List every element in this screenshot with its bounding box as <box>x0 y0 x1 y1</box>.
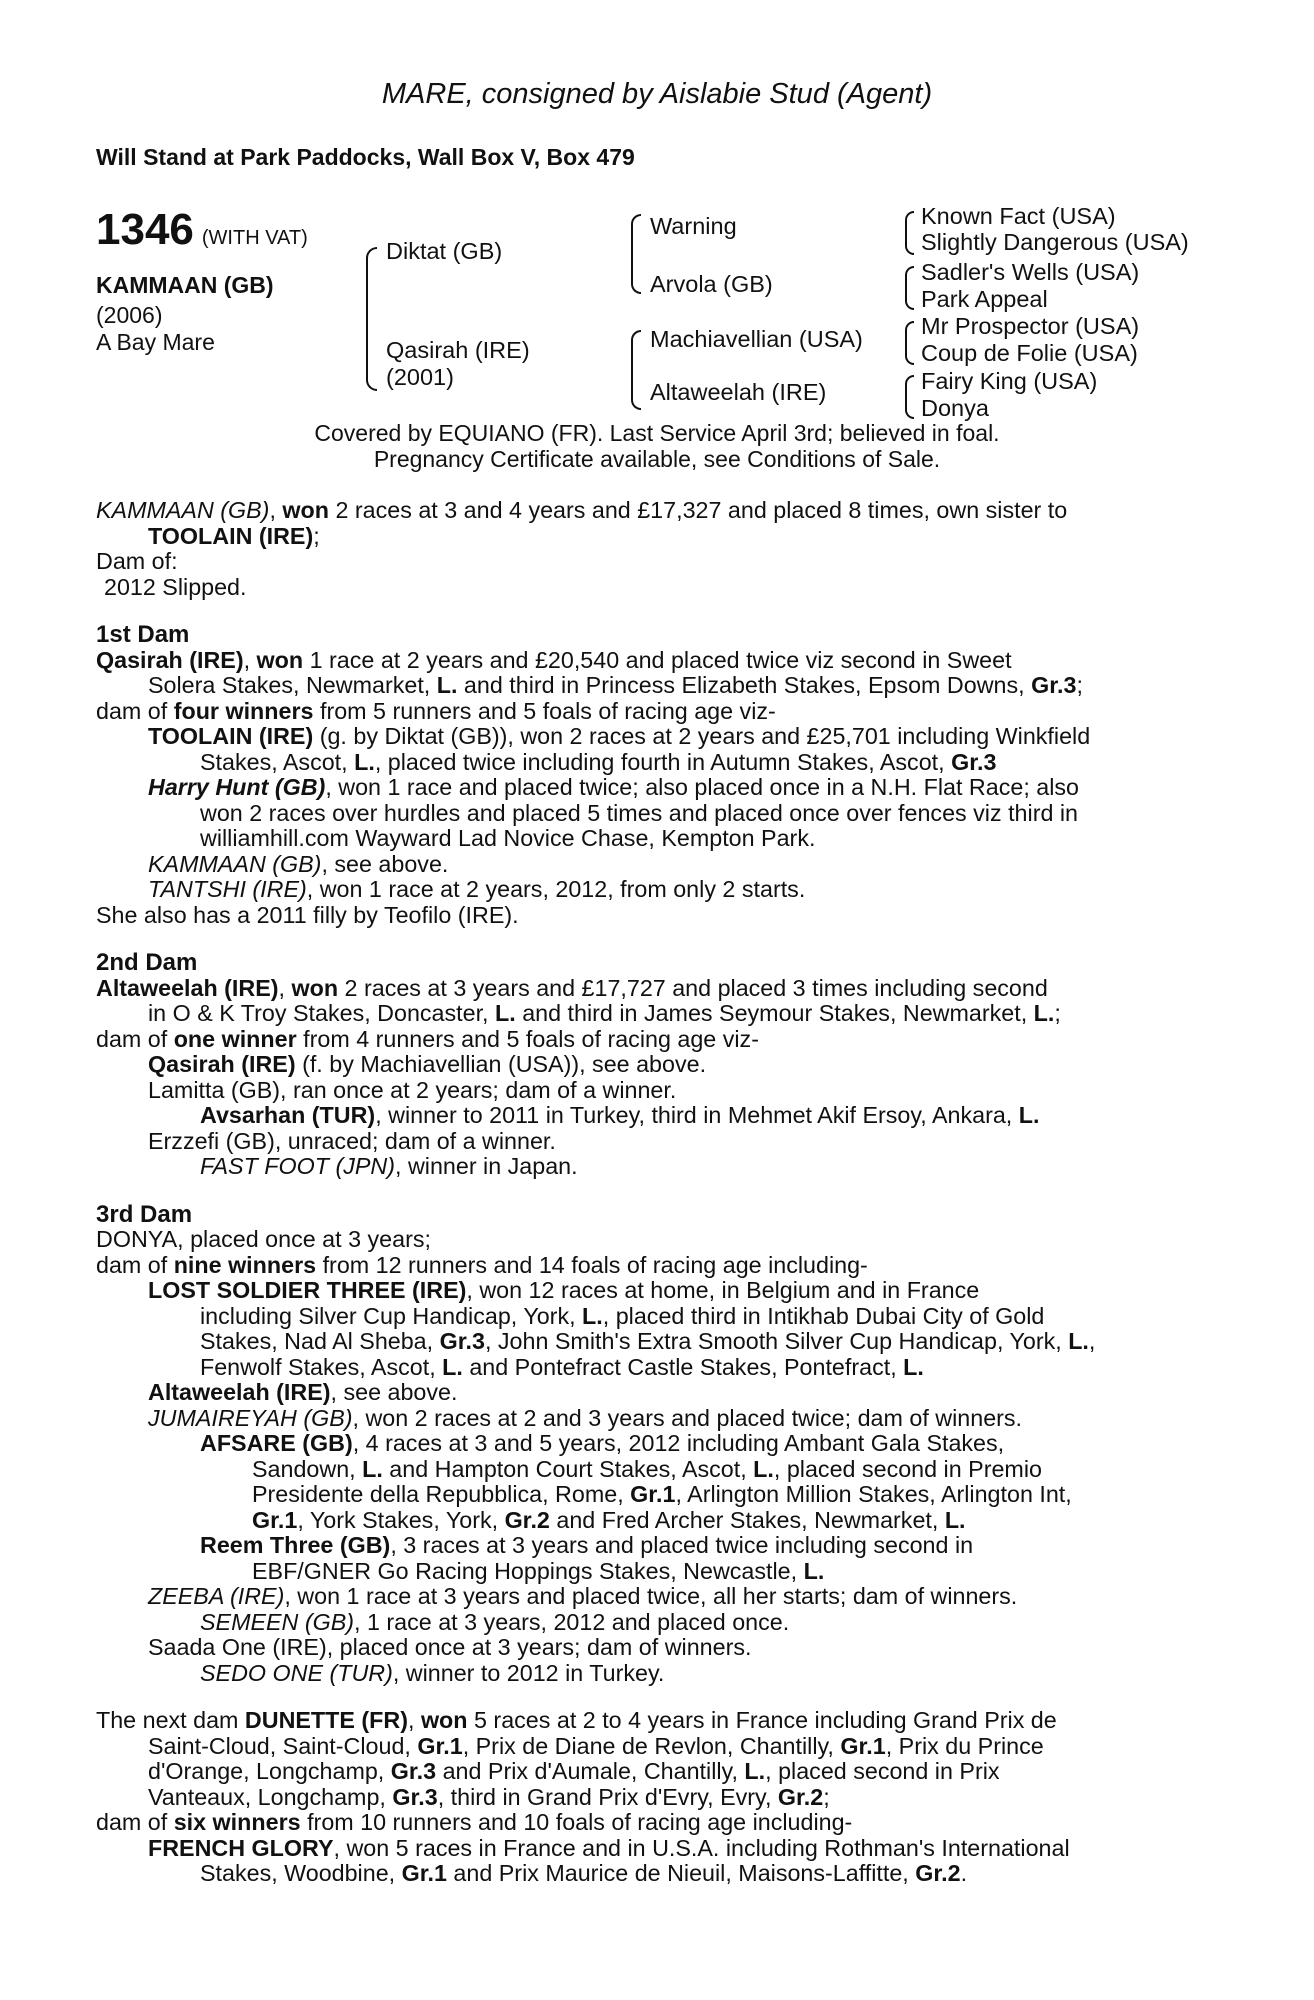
covered-line: Covered by EQUIANO (FR). Last Service April 3rd; believed in foal. <box>314 420 1000 446</box>
horse-year: (2006) <box>96 302 163 328</box>
produce-afsare: AFSARE (GB), 4 races at 3 and 5 years, 2012 including Ambant Gala Stakes, Sandown, L. and Hampton Court Stakes, Ascot, L., placed second in Premio Presidente della Repubblica, Rome, Gr.1, Arlington Million Stakes, Arlington Int, Gr.1, York Stakes, York, Gr.2 and Fred Archer Stakes, Newmarket, L. <box>200 1430 1072 1533</box>
first-dam-note: She also has a 2011 filly by Teofilo (IRE). <box>96 901 519 928</box>
produce-fast-foot: FAST FOOT (JPN), winner in Japan. <box>200 1153 578 1179</box>
second-dam-heading: 2nd Dam <box>96 949 198 976</box>
pedigree-dam-sire: Machiavellian (USA) <box>650 326 863 352</box>
third-dam-heading: 3rd Dam <box>96 1200 193 1228</box>
produce-saada-one: Saada One (IRE), placed once at 3 years; dam of winners. <box>148 1634 752 1660</box>
vat-label: (WITH VAT) <box>201 227 308 249</box>
stand-location: Will Stand at Park Paddocks, Wall Box V, Box 479 <box>96 144 635 170</box>
produce-reem-three: Reem Three (GB), 3 races at 3 years and placed twice including second in EBF/GNER Go Racing Hoppings Stakes, Newcastle, L. <box>200 1532 974 1584</box>
first-dam-produce-summary: dam of four winners from 5 runners and 5 foals of racing age viz- <box>96 697 776 724</box>
produce-kammaan: KAMMAAN (GB), see above. <box>148 850 449 877</box>
pedigree-brace <box>631 214 641 294</box>
second-dam-produce-summary: dam of one winner from 4 runners and 5 foals of racing age viz- <box>96 1025 759 1052</box>
next-dam-produce-summary: dam of six winners from 10 runners and 10 foals of racing age including- <box>96 1809 853 1835</box>
third-dam-produce-summary: dam of nine winners from 12 runners and 14 foals of racing age including- <box>96 1251 868 1278</box>
produce-toolain: TOOLAIN (IRE) (g. by Diktat (GB)), won 2 races at 2 years and £25,701 including Winkfield Stakes, Ascot, L., placed twice including fourth in Autumn Stakes, Ascot, Gr.3 <box>148 723 1091 775</box>
pedigree-ggp: Mr Prospector (USA) <box>921 313 1140 339</box>
pedigree-brace <box>366 247 377 391</box>
pedigree-sire: Diktat (GB) <box>386 238 503 264</box>
dam-of-label: Dam of: <box>96 548 178 574</box>
produce-french-glory: FRENCH GLORY, won 5 races in France and in U.S.A. including Rothman's International Stakes, Woodbine, Gr.1 and Prix Maurice de Nieuil, Maisons-Laffitte, Gr.2. <box>148 1834 1070 1886</box>
lot-number: 1346 <box>96 205 194 254</box>
produce-qasirah: Qasirah (IRE) (f. by Machiavellian (USA)), see above. <box>148 1051 707 1077</box>
next-dam-record: The next dam DUNETTE (FR), won 5 races at 2 to 4 years in France including Grand Prix de Saint-Cloud, Saint-Cloud, Gr.1, Prix de Diane de Revlon, Chantilly, Gr.1, Prix du Prince d'Orange, Longchamp, Gr.3 and Prix d'Aumale, Chantilly, L., placed second in Prix Vanteaux, Longchamp, Gr.3, third in Grand Prix d'Evry, Evry, Gr.2; <box>96 1707 1057 1810</box>
pedigree-ggp: Donya <box>921 395 989 421</box>
produce-zeeba: ZEEBA (IRE), won 1 race at 3 years and placed twice, all her starts; dam of winners. <box>148 1583 1018 1609</box>
lot-number-block <box>96 205 308 255</box>
catalogue-body <box>96 498 1202 1887</box>
produce-record: 2012 Slipped. <box>104 573 247 600</box>
produce-semeen: SEMEEN (GB), 1 race at 3 years, 2012 and placed once. <box>200 1608 790 1635</box>
first-dam-heading: 1st Dam <box>96 621 190 648</box>
intro-paragraph: KAMMAAN (GB), won 2 races at 3 and 4 years and £17,327 and placed 8 times, own sister to TOOLAIN (IRE); <box>96 497 1068 549</box>
pedigree-brace <box>905 321 914 365</box>
produce-lamitta: Lamitta (GB), ran once at 2 years; dam of a winner. <box>148 1076 677 1103</box>
produce-jumaireyah: JUMAIREYAH (GB), won 2 races at 2 and 3 years and placed twice; dam of winners. <box>148 1404 1023 1431</box>
pedigree-ggp: Coup de Folie (USA) <box>921 340 1138 366</box>
horse-name: KAMMAAN (GB) <box>96 272 274 298</box>
pedigree-brace <box>631 330 641 410</box>
third-dam-record: DONYA, placed once at 3 years; <box>96 1226 431 1252</box>
produce-tantshi: TANTSHI (IRE), won 1 race at 2 years, 2012, from only 2 starts. <box>148 876 806 902</box>
pedigree-ggp: Slightly Dangerous (USA) <box>921 229 1189 255</box>
produce-erzzefi: Erzzefi (GB), unraced; dam of a winner. <box>148 1127 556 1154</box>
pedigree-dam-dam: Altaweelah (IRE) <box>650 379 827 405</box>
produce-altaweelah: Altaweelah (IRE), see above. <box>148 1379 458 1405</box>
produce-sedo-one: SEDO ONE (TUR), winner to 2012 in Turkey. <box>200 1659 665 1686</box>
pedigree-sire-dam: Arvola (GB) <box>650 271 773 297</box>
pedigree-ggp: Known Fact (USA) <box>921 203 1116 229</box>
pedigree-dam-year: (2001) <box>386 364 454 390</box>
horse-description: A Bay Mare <box>96 329 215 355</box>
first-dam-record: Qasirah (IRE), won 1 race at 2 years and £20,540 and placed twice viz second in Sweet Solera Stakes, Newmarket, L. and third in Princess Elizabeth Stakes, Epsom Downs, Gr.3; <box>96 646 1083 698</box>
produce-avsarhan: Avsarhan (TUR), winner to 2011 in Turkey, third in Mehmet Akif Ersoy, Ankara, L. <box>200 1102 1040 1128</box>
page-title: MARE, consigned by Aislabie Stud (Agent) <box>381 78 933 110</box>
produce-harry-hunt: Harry Hunt (GB), won 1 race and placed twice; also placed once in a N.H. Flat Race; also won 2 races over hurdles and placed 5 times and placed once over fences viz third in williamhill.com Wayward Lad Novice Chase, Kempton Park. <box>148 774 1079 851</box>
pedigree-ggp: Park Appeal <box>921 286 1048 312</box>
pedigree-brace <box>905 211 914 255</box>
pedigree-ggp: Fairy King (USA) <box>921 368 1098 394</box>
pedigree-dam: Qasirah (IRE) <box>386 337 530 363</box>
pedigree-ggp: Sadler's Wells (USA) <box>921 259 1140 285</box>
second-dam-record: Altaweelah (IRE), won 2 races at 3 years and £17,727 and placed 3 times including second in O & K Troy Stakes, Doncaster, L. and third in James Seymour Stakes, Newmarket, L.; <box>96 974 1061 1026</box>
pedigree-sire-sire: Warning <box>650 213 737 239</box>
pedigree-brace <box>905 266 914 310</box>
produce-lost-soldier-three: LOST SOLDIER THREE (IRE), won 12 races at home, in Belgium and in France including Silver Cup Handicap, York, L., placed third in Intikhab Dubai City of Gold Stakes, Nad Al Sheba, Gr.3, John Smith's Extra Smooth Silver Cup Handicap, York, L., Fenwolf Stakes, Ascot, L. and Pontefract Castle Stakes, Pontefract, L. <box>148 1277 1096 1380</box>
pregnancy-line: Pregnancy Certificate available, see Conditions of Sale. <box>373 446 941 472</box>
pedigree-brace <box>905 375 914 419</box>
